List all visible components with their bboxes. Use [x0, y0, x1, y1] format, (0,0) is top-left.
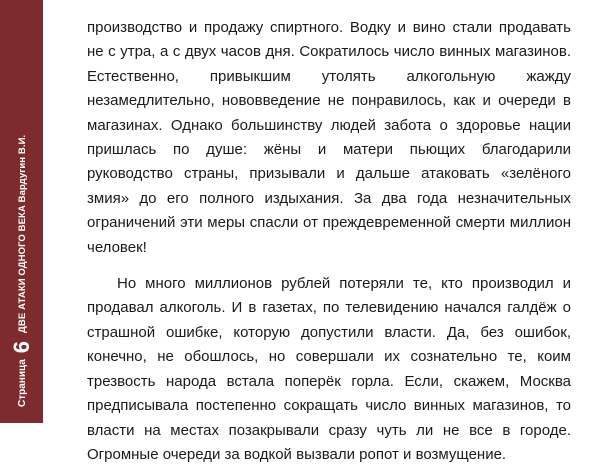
paragraph: производство и продажу спиртного. Водку и вино стали продавать не с утра, а с двух часов дня. Сократилось число винных магазинов. Естественно, привыкшим утолять алкогольную жажду незамедлительно, нововведение не понравилось, как и очереди в магазинах. Однако большинству людей забота о здоровье нации пришлась по душе: жёны и матери пьющих благодарили руководство страны, призывали и дальше атаковать «зелёного змия» до его полного издыхания. За два года незначительных ограничений эти меры спасли от преждевременной смерти миллион человек!: [87, 19, 571, 256]
sidebar-caption: [7, 1, 37, 421]
sidebar-band: [0, 0, 43, 423]
paragraph: Но много миллионов рублей потеряли те, кто производил и продавал алкоголь. И в газетах, по телевидению начался галдёж о страшной ошибке, которую допустили власти. Да, без ошибок, конечно, не обошлось, но совершали их сознательно те, коим трезвость народа встала поперёк горла. Если, скажем, Москва предписывала постепенно сокращать число винных магазинов, то власти на местах позакрывали сразу чуть ли не все в городе. Огромные очереди за водкой вызвали ропот и возмущение.: [87, 275, 571, 463]
page-number: 6: [8, 340, 34, 354]
book-title: ДВЕ АТАКИ ОДНОГО ВЕКА Вардугин В.И.: [16, 134, 27, 333]
page-label: Страница: [16, 359, 27, 407]
body-text: [87, 16, 571, 467]
